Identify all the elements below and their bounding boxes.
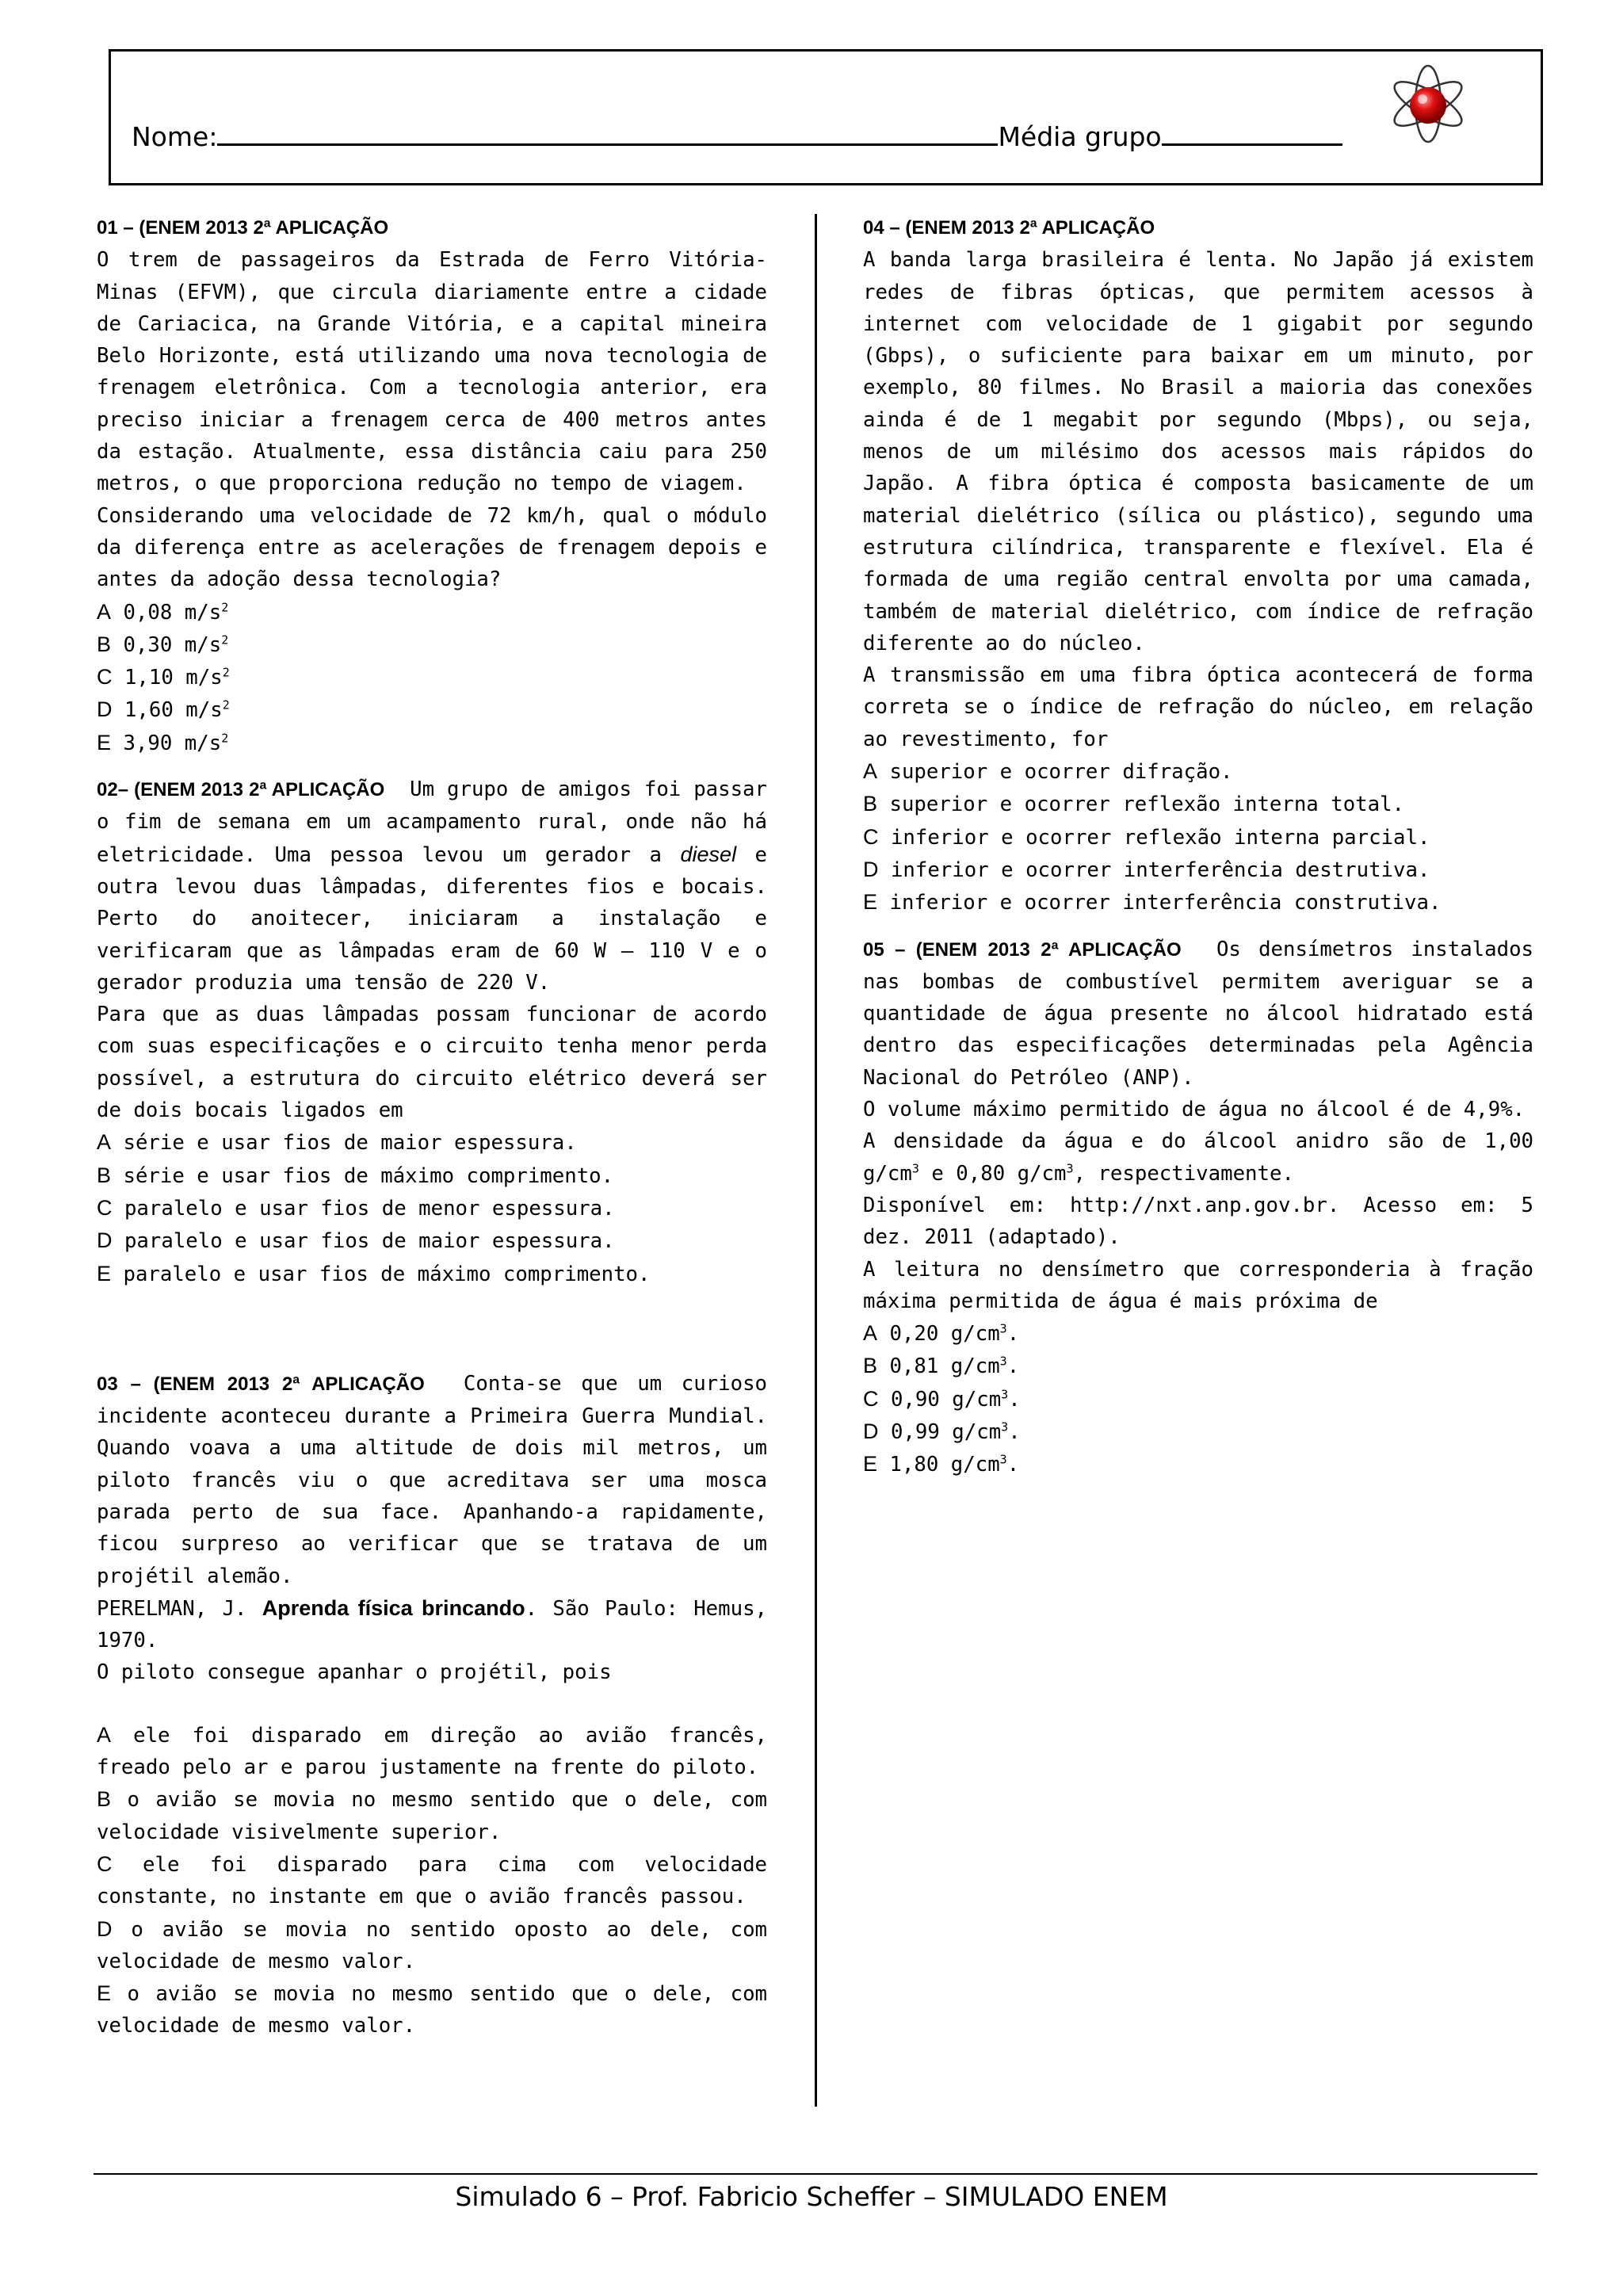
header-box — [109, 49, 1543, 185]
q5-line2: O volume máximo permitido de água no álcool é de 4,9%. — [863, 1098, 1526, 1122]
q5-option-c[interactable]: C 0,90 $g/cm^3$. — [863, 1386, 1021, 1412]
q1-option-b[interactable]: B 0,30 $m/s^2$ — [97, 632, 229, 657]
q2-title: 02– (ENEM 2013 2ª APLICAÇÃO — [97, 779, 385, 801]
q3-title: 03 – (ENEM 2013 2ª APLICAÇÃO — [97, 1373, 425, 1395]
q4-option-d[interactable]: D inferior e ocorrer interferência destrutiva. — [863, 857, 1430, 882]
q3-option-d[interactable]: D o avião se movia no sentido oposto ao dele, com velocidade de mesmo valor. — [97, 1916, 767, 1973]
q3-option-e[interactable]: E o avião se movia no mesmo sentido que o dele, com velocidade de mesmo valor. — [97, 1981, 768, 2038]
q4-text: A banda larga brasileira é lenta. No Japão já existem redes de fibras ópticas, que permitem acessos à internet com velocidade de 1 gigabit por segundo (Gbps), o suficiente para baixar em um minuto, por exemplo, 80 filmes. No Brasil a maioria das conexões ainda é de 1 megabit por segundo (Mbps), ou seja, menos de um milésimo dos acessos mais rápidos do Japão. A fibra óptica é composta basicamente de um material dielétrico (sílica ou plástico), segundo uma estrutura cilíndrica, transparente e flexível. Ela é formada de uma região central envolta por uma camada, também de material dielétrico, com índice de refração diferente ao do núcleo. — [863, 248, 1533, 655]
q4-title: 04 – (ENEM 2013 2ª APLICAÇÃO — [863, 217, 1155, 239]
left-column — [97, 212, 767, 2042]
q3-option-b[interactable]: B o avião se movia no mesmo sentido que o dele, com velocidade visivelmente superior. — [97, 1787, 768, 1844]
q4-option-e[interactable]: E inferior e ocorrer interferência construtiva. — [863, 890, 1442, 915]
q3-reference: PERELMAN, J. Aprenda física brincando. São Paulo: Hemus, 1970. — [97, 1595, 767, 1653]
q3-option-c[interactable]: C ele foi disparado para cima com velocidade constante, no instante em que o avião francês passou. — [97, 1851, 767, 1909]
q2-option-e[interactable]: E paralelo e usar fios de máximo comprimento. — [97, 1261, 651, 1286]
q4-option-c[interactable]: C inferior e ocorrer reflexão interna parcial. — [863, 824, 1430, 850]
q5-question: A leitura no densímetro que corresponderia à fração máxima permitida de água é mais próxima de — [863, 1257, 1533, 1313]
q5-option-a[interactable]: A 0,20 $g/cm^3$. — [863, 1321, 1020, 1347]
q1-option-d[interactable]: D 1,60 $m/s^2$ — [97, 697, 230, 723]
q3-book-title: Aprenda física brincando — [262, 1595, 525, 1620]
column-divider — [815, 214, 817, 2107]
footer-rule — [94, 2173, 1537, 2175]
q1-title: 01 – (ENEM 2013 2ª APLICAÇÃO — [97, 217, 389, 239]
q2-option-c[interactable]: C paralelo e usar fios de menor espessura. — [97, 1195, 615, 1221]
q4-question: A transmissão em uma fibra óptica acontecerá de forma correta se o índice de refração do núcleo, em relação ao revestimento, for — [863, 663, 1533, 751]
q4-option-b[interactable]: B superior e ocorrer reflexão interna total. — [863, 792, 1405, 817]
q3-option-a[interactable]: A ele foi disparado em direção ao avião francês, freado pelo ar e parou justamente na frente do piloto. — [97, 1722, 767, 1780]
q5-text: 05 – (ENEM 2013 2ª APLICAÇÃO Os densímetros instalados nas bombas de combustível permitem averiguar se a quantidade de água presente no álcool hidratado está dentro das especificações determinadas pela Agência Nacional do Petróleo (ANP). — [863, 937, 1534, 1090]
q5-option-e[interactable]: E 1,80 $g/cm^3$. — [863, 1452, 1020, 1477]
q1-option-e[interactable]: E 3,90 $m/s^2$ — [97, 730, 229, 755]
q2-option-a[interactable]: A série e usar fios de maior espessura. — [97, 1130, 577, 1156]
q5-source: Disponível em: http://nxt.anp.gov.br. Acesso em: 5 dez. 2011 (adaptado). — [863, 1193, 1533, 1250]
q1-option-c[interactable]: C 1,10 $m/s^2$ — [97, 665, 230, 690]
name-line — [132, 120, 1342, 152]
atom-icon — [1385, 61, 1471, 147]
q3-text: 03 – (ENEM 2013 2ª APLICAÇÃO Conta-se que um curioso incidente aconteceu durante a Primeira Guerra Mundial. Quando voava a uma altitude de dois mil metros, um piloto francês viu o que acreditava ser uma mosca parada perto de sua face. Apanhando-a rapidamente, ficou surpreso ao verificar que se tratava de um projétil alemão. — [97, 1371, 767, 1588]
q1-question: Considerando uma velocidade de 72 km/h, qual o módulo da diferença entre as acelerações de frenagem depois e antes da adoção dessa tecnologia? — [97, 503, 767, 592]
q2-option-b[interactable]: B série e usar fios de máximo comprimento. — [97, 1163, 614, 1188]
q5-option-b[interactable]: B 0,81 $g/cm^3$. — [863, 1354, 1020, 1379]
q1-text: O trem de passageiros da Estrada de Ferro Vitória- Minas (EFVM), que circula diariamente entre a cidade de Cariacica, na Grande Vitória, e a capital mineira Belo Horizonte, está utilizando uma nova tecnologia de frenagem eletrônica. Com a tecnologia anterior, era preciso iniciar a frenagem cerca de 400 metros antes da estação. Atualmente, essa distância caiu para 250 metros, o que proporciona redução no tempo de viagem. — [97, 248, 767, 496]
q2-option-d[interactable]: D paralelo e usar fios de maior espessura. — [97, 1228, 615, 1254]
right-column — [863, 212, 1533, 1481]
q2-question: Para que as duas lâmpadas possam funcionar de acordo com suas especificações e o circuito tenha menor perda possível, a estrutura do circuito elétrico deverá ser de dois bocais ligados em — [97, 1003, 767, 1123]
q2-italic: diesel — [680, 842, 737, 866]
q4-option-a[interactable]: A superior e ocorrer difração. — [863, 759, 1233, 785]
group-label: Média grupo — [998, 121, 1162, 152]
q5-title: 05 – (ENEM 2013 2ª APLICAÇÃO — [863, 938, 1182, 961]
q5-option-d[interactable]: D 0,99 $g/cm^3$. — [863, 1419, 1021, 1444]
q3-question: O piloto consegue apanhar o projétil, pois — [97, 1660, 612, 1685]
q2-text: 02– (ENEM 2013 2ª APLICAÇÃO Um grupo de amigos foi passar o fim de semana em um acampamento rural, onde não há eletricidade. Uma pessoa levou um gerador a diesel e outra levou duas lâmpadas, diferentes fios e bocais. Perto do anoitecer, iniciaram a instalação e verificaram que as lâmpadas eram de 60 W – 110 V e o gerador produzia uma tensão de 220 V. — [97, 777, 768, 995]
q1-option-a[interactable]: A 0,08 $m/s^2$ — [97, 599, 229, 625]
name-label: Nome: — [132, 121, 218, 152]
name-blank[interactable] — [217, 120, 998, 146]
group-blank[interactable] — [1162, 120, 1342, 146]
q5-density: A densidade da água e do álcool anidro são de 1,00 $g/cm^3$ e 0,80 $g/cm^3$, respectivamente. — [863, 1129, 1533, 1186]
page-footer: Simulado 6 – Prof. Fabricio Scheffer – SIMULADO ENEM — [455, 2181, 1168, 2212]
